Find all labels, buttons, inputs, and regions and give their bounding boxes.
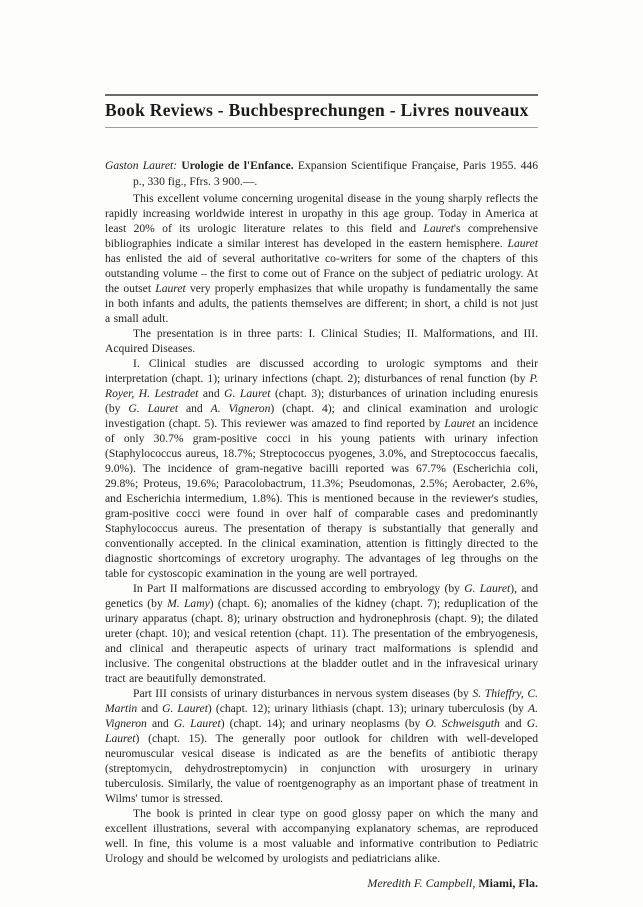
text-run: In Part II malformations are discussed according to embryology (by: [133, 582, 465, 595]
citation-publisher: Expansion Scientifique Française, Paris 1955.: [297, 159, 517, 172]
citation-book-title: Urologie de l'Enfance.: [181, 159, 294, 172]
text-run: I. Clinical studies are discussed according to urologic symptoms and their interpretation (chapt. 1); urinary infections (chapt. 2); disturbances of renal function (by: [105, 357, 538, 385]
person-name: A. Vigneron: [105, 702, 538, 730]
citation-author: Gaston Lauret:: [105, 159, 178, 172]
citation-details: 446 p., 330 fig., Ffrs. 3 900.—.: [133, 159, 539, 188]
page-content: [105, 0, 538, 891]
text-run: ) (chapt. 4); and clinical examination and urologic investigation (chapt. 5). This reviewer was amazed to find reported by: [105, 402, 538, 430]
section-header: [105, 94, 538, 128]
reviewer-name: Meredith F. Campbell,: [367, 876, 476, 890]
text-run: 's comprehensive bibliographies indicate a similar interest has developed in the eastern hemisphere.: [105, 222, 538, 250]
text-run: Part III consists of urinary disturbances in nervous system diseases (by: [133, 687, 473, 700]
review-body: [105, 191, 538, 866]
review-paragraph: [105, 326, 538, 356]
review-paragraph: [105, 356, 538, 581]
text-run: The book is printed in clear type on good glossy paper on which the many and excellent illustrations, several with accompanying explanatory schemas, are reproduced well. In fine, this volume is a most valuable and informative contribution to Pediatric Urology and should be welcomed by urologists and pediatricians alike.: [105, 807, 538, 865]
text-run: an incidence of only 30.7% gram-positive cocci in his young patients with urinary infection (Staphylococcus aureus, 18.7%; Streptococcus pyogenes, 3.0%, and Streptococcus faecalis, 9.0%). The incidence of gram-negative bacilli reported was 67.7% (Escherichia coli, 29.8%; Proteus, 19.6%; Paracolobactrum, 11.3%; Pseudomonas, 2.5%; Aerobacter, 2.6%, and Escherichia intermedium, 1.8%). This is mentioned because in the reviewer's studies, gram-positive cocci were found in over half of comparable cases and predominantly Staphylococcus aureus. The presentation of therapy is substantially that generally and conventionally accepted. In the clinical examination, attention is fittingly directed to the diagnostic shortcomings of excretory urography. The advantages of leg throughs on the table for cystoscopic examination in the young are well portrayed.: [105, 417, 539, 580]
text-run: ) (chapt. 12); urinary lithiasis (chapt. 13); urinary tuberculosis (by: [207, 702, 528, 715]
person-name: O. Schweisguth: [425, 717, 500, 730]
text-run: ), and genetics (by: [105, 582, 539, 610]
text-run: The presentation is in three parts: I. Clinical Studies; II. Malformations, and III. Acquired Diseases.: [105, 327, 538, 355]
reviewer-signature: [105, 876, 538, 891]
person-name: G. Lauret: [224, 387, 271, 400]
person-name: Lauret: [507, 237, 538, 250]
text-run: ) (chapt. 14); and urinary neoplasms (by: [220, 717, 426, 730]
person-name: S. Thieffry, C. Martin: [105, 687, 539, 715]
person-name: Lauret: [444, 417, 475, 430]
person-name: M. Lamy: [167, 597, 210, 610]
text-run: ) (chapt. 15). The generally poor outlook for children with well-developed neuromuscular vesical disease is indicated as are the benefits of antibiotic therapy (streptomycin, dehydrostreptomycin) in conjunction with urosurgery in urinary tuberculosis. Similarly, the value of roentgenography as an important phase of treatment in Wilms' tumor is stressed.: [105, 732, 538, 805]
reviewer-location: Miami, Fla.: [478, 876, 538, 890]
person-name: G. Lauret: [128, 402, 179, 415]
text-run: and: [499, 717, 527, 730]
text-run: and: [198, 387, 225, 400]
person-name: Lauret: [155, 282, 186, 295]
text-run: (chapt. 3); disturbances of urination including enuresis (by: [105, 387, 538, 415]
person-name: G. Lauret: [464, 582, 511, 595]
review-paragraph: [105, 191, 538, 326]
person-name: G. Lauret: [105, 717, 538, 745]
text-run: very properly emphasizes that while uropathy is fundamentally the same in both infants and adults, the patients themselves are different; in short, a child is not just a small adult.: [105, 282, 539, 325]
page-title: Book Reviews - Buchbesprechungen - Livres nouveaux: [105, 100, 529, 120]
text-run: and: [146, 717, 174, 730]
person-name: G. Lauret: [173, 717, 221, 730]
person-name: Lauret: [423, 222, 454, 235]
book-citation: [105, 158, 538, 189]
person-name: P. Royer, H. Lestradet: [105, 372, 538, 400]
review-paragraph: [105, 581, 538, 686]
review-paragraph: [105, 686, 538, 806]
person-name: G. Lauret: [162, 702, 208, 715]
text-run: and: [137, 702, 163, 715]
person-name: A. Vigneron: [210, 402, 271, 415]
text-run: ) (chapt. 6); anomalies of the kidney (chapt. 7); reduplication of the urinary apparatus (chapt. 8); urinary obstruction and hydronephrosis (chapt. 9); the dilated ureter (chapt. 10); and vesical retention (chapt. 11). The presentation of the embryogenesis, and clinical and therapeutic aspects of urinary tract malformations is splendid and inclusive. The congenital obstructions at the bladder outlet and in the infravesical urinary tract are beautifully demonstrated.: [105, 597, 539, 685]
text-run: has enlisted the aid of several authoritative co-writers for some of the chapters of this outstanding volume – the first to come out of France on the subject of pediatric urology. At the outset: [105, 252, 538, 295]
text-run: This excellent volume concerning urogenital disease in the young sharply reflects the rapidly increasing worldwide interest in uropathy in this age group. Today in America at least 20% of its urologic literature relates to this field and: [105, 192, 538, 235]
review-paragraph: [105, 806, 538, 866]
text-run: and: [178, 402, 211, 415]
